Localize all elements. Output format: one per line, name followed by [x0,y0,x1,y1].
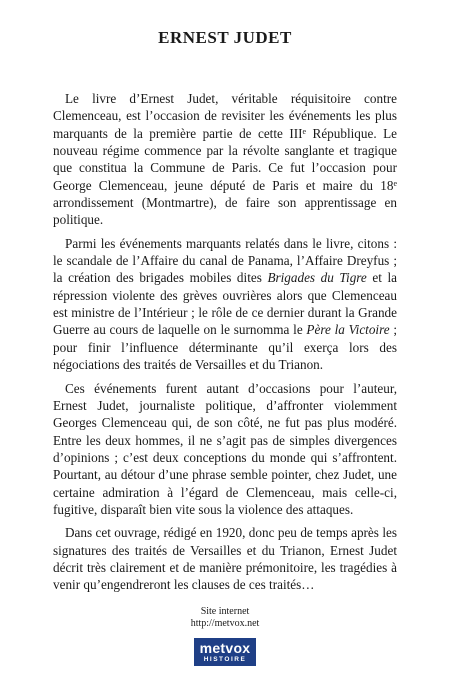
page-title: ERNEST JUDET [158,28,292,47]
site-label: Site internet [200,606,250,617]
italic-text: Père la Victoire [306,322,390,338]
paragraph-2 [53,235,397,374]
paragraph-4: Dans cet ouvrage, rédigé en 1920, donc peu de temps après les signatures des traités de Versailles et du Trianon, Ernest Judet décrit très clairement et de manière prémonitoire, les tragédies à venir qu’engendreront les clauses de ces traités… [53,525,397,593]
text-run: Le livre d’Ernest Judet, véritable réquisitoire contre Clemenceau, est l’occasion de revisiter les événements les plus marquants de la première partie de cette III [53,91,397,141]
logo-main-text: metvox [199,640,251,656]
publisher-info [0,606,450,630]
site-url[interactable]: http://metvox.net [190,618,260,629]
text-run: République. Le nouveau régime commence par la révolte sanglante et tragique que constitua la Commune de Paris. Ce fut l’occasion pour George Clemenceau, jeune député de Paris et maire du 18 [53,125,397,193]
logo-sub-text: HISTOIRE [203,656,247,663]
text-run: ; pour finir l’influence déterminante qu’il exerça lors des négociations des traités de Versailles et du Trianon. [53,322,398,373]
paragraph-3: Ces événements furent autant d’occasions pour l’auteur, Ernest Judet, journaliste politique, d’affronter violemment Georges Clemenceau qui, de son côté, ne fut pas plus modéré. Entre les deux hommes, il ne s’agit pas de simples divergences d’opinions ; c’est deux conceptions du monde qui s’affrontent. Pourtant, au détour d’une phrase semble pointer, chez Judet, une certaine admiration à l’égard de Clemenceau, mais celle-ci, fugitive, disparaît bien vite sous la violence des attaques. [53,380,397,517]
text-run: arrondissement (Montmartre), de faire son apprentissage en politique. [53,195,397,228]
synopsis [53,90,397,600]
superscript: e [302,126,307,136]
paragraph-1 [53,90,397,229]
text-run: et la répression violente des grèves ouvrières alors que Clemenceau est ministre de l’Intérieur ; le rôle de ce dernier durant la Grande Guerre au cours de laquelle on le surnomma le [53,270,397,338]
metvox-logo [194,638,256,666]
text-run: Parmi les événements marquants relatés dans le livre, citons : le scandale de l’Affaire du canal de Panama, l’Affaire Dreyfus ; la création des brigades mobiles dites [53,235,397,286]
italic-text: Brigades du Tigre [267,270,367,286]
superscript: e [393,178,397,188]
